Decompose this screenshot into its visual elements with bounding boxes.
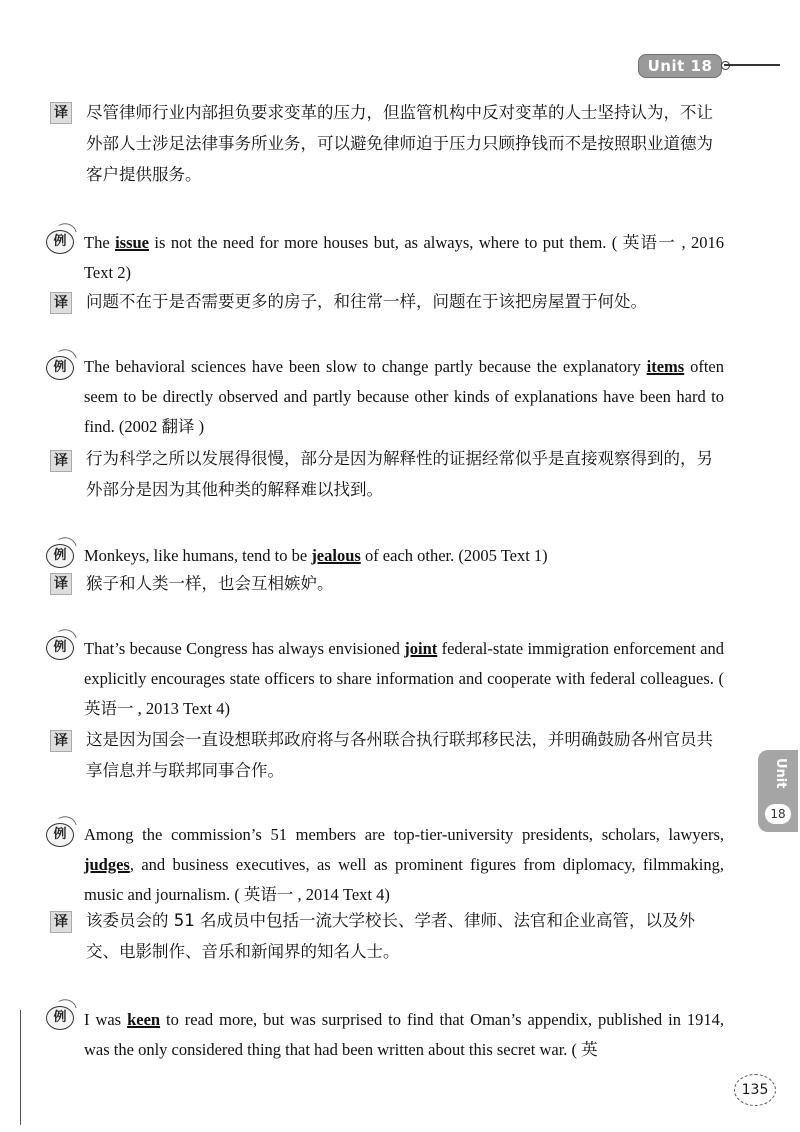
example-sentence — [84, 820, 724, 910]
example-sentence — [84, 228, 724, 288]
translation-marker-icon: 译 — [50, 450, 72, 472]
translation-marker-icon: 译 — [50, 911, 72, 933]
margin-line — [20, 1010, 21, 1125]
translation-marker-icon: 译 — [50, 573, 72, 595]
keyword: issue — [115, 233, 149, 252]
example-marker-icon: 例 — [46, 636, 74, 660]
example-sentence — [84, 634, 724, 724]
translation-text: 行为科学之所以发展得很慢，部分是因为解释性的证据经常似乎是直接观察得到的，另外部分是因为其他种类的解释难以找到。 — [86, 449, 713, 499]
translation-text: 这是因为国会一直设想联邦政府将与各州联合执行联邦移民法，并明确鼓励各州官员共享信息并与联邦同事合作。 — [86, 730, 713, 780]
sentence-before: That’s because Congress has always envisioned — [84, 639, 405, 658]
page-number: 135 — [734, 1074, 776, 1106]
example-marker-icon: 例 — [46, 544, 74, 568]
example-marker-icon: 例 — [46, 823, 74, 847]
sentence-before: The behavioral sciences have been slow to change partly because the explanatory — [84, 357, 647, 376]
keyword: items — [646, 357, 685, 376]
translation-text: 问题不在于是否需要更多的房子，和往常一样，问题在于该把房屋置于何处。 — [86, 292, 647, 311]
unit-rule-line — [724, 64, 780, 66]
sentence-before: I was — [84, 1010, 128, 1029]
translation-marker-icon: 译 — [50, 102, 72, 124]
side-unit-tab-word: Unit — [773, 758, 788, 789]
sentence-before: The — [84, 233, 116, 252]
sentence-after: of each other. (2005 Text 1) — [360, 546, 548, 565]
sentence-before: Monkeys, like humans, tend to be — [84, 546, 312, 565]
translation-text: 该委员会的 51 名成员中包括一流大学校长、学者、律师、法官和企业高管，以及外交、电影制作、音乐和新闻界的知名人士。 — [86, 911, 695, 961]
translation-marker-icon: 译 — [50, 730, 72, 752]
sentence-before: Among the commission’s 51 members are top-tier-university presidents, scholars, lawyers, — [84, 825, 724, 844]
unit-label: Unit 18 — [638, 54, 722, 78]
keyword: judges — [84, 855, 130, 874]
example-marker-icon: 例 — [46, 356, 74, 380]
sentence-after: often seem to be directly observed and partly because other kinds of explanations have been hard to find. (2002 翻译 ) — [84, 357, 724, 436]
example-sentence — [84, 352, 724, 442]
example-marker-icon: 例 — [46, 230, 74, 254]
translation-text: 尽管律师行业内部担负要求变革的压力，但监管机构中反对变革的人士坚持认为，不让外部人士涉足法律事务所业务，可以避免律师迫于压力只顾挣钱而不是按照职业道德为客户提供服务。 — [86, 103, 713, 184]
keyword: keen — [127, 1010, 161, 1029]
keyword: jealous — [311, 546, 361, 565]
example-sentence — [84, 541, 724, 571]
translation-text: 猴子和人类一样，也会互相嫉妒。 — [86, 574, 334, 593]
example-sentence — [84, 1005, 724, 1065]
keyword: joint — [404, 639, 438, 658]
sentence-after: , and business executives, as well as prominent figures from diplomacy, filmmaking, music and journalism. ( 英语一 , 2014 Text 4) — [84, 855, 724, 904]
translation-marker-icon: 译 — [50, 292, 72, 314]
sentence-after: to read more, but was surprised to find that Oman’s appendix, published in 1914, was the only considered thing that had been written about this secret war. ( 英 — [84, 1010, 725, 1059]
sentence-after: federal-state immigration enforcement and explicitly encourages state officers to share information and cooperate with federal colleagues. ( 英语一 , 2013 Text 4) — [84, 639, 724, 718]
sentence-after: is not the need for more houses but, as always, where to put them. ( 英语一 , 2016 Text 2) — [84, 233, 724, 282]
side-unit-tab-number: 18 — [765, 804, 791, 824]
example-marker-icon: 例 — [46, 1006, 74, 1030]
